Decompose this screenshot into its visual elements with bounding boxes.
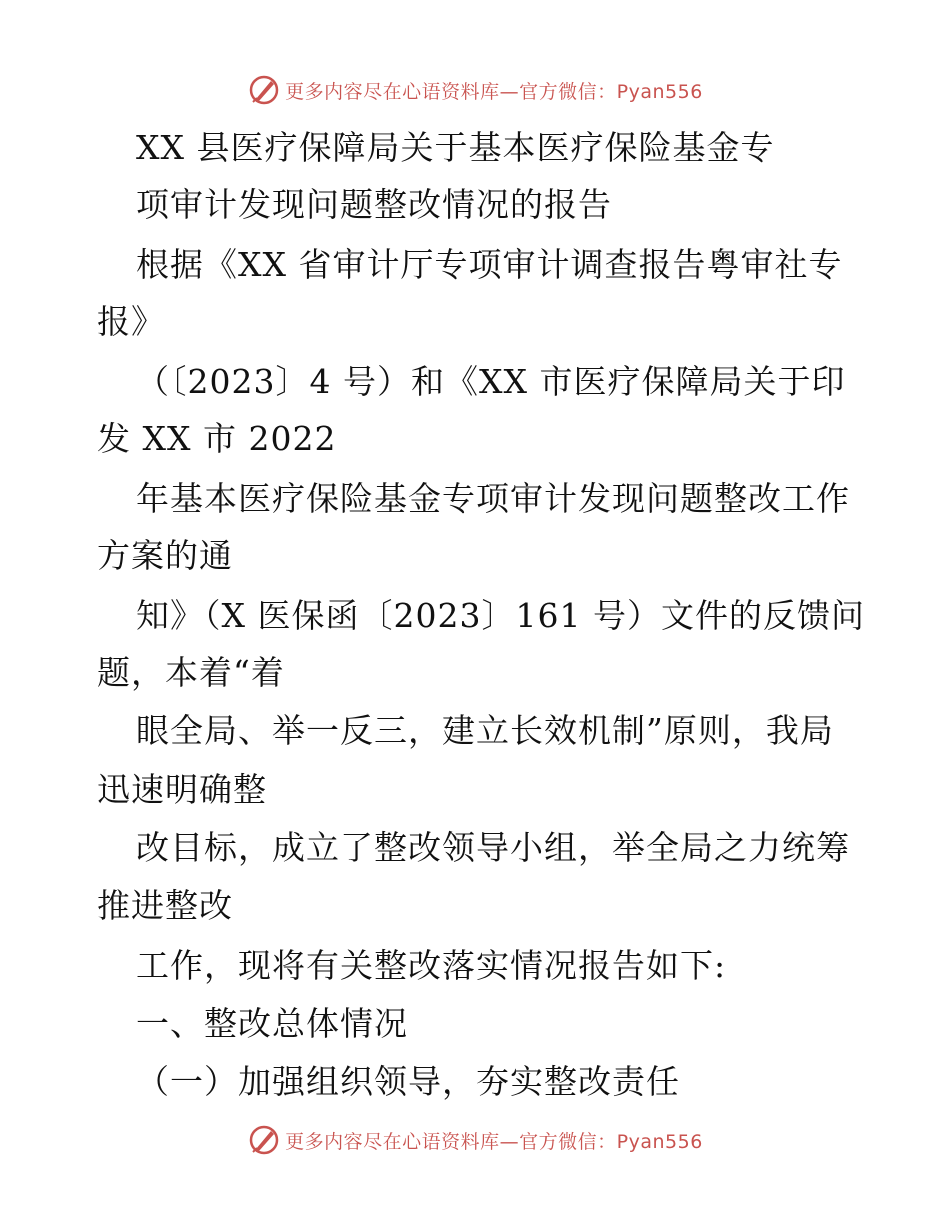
doc-paragraph-line: 报》 xyxy=(97,302,165,341)
doc-paragraph-line: 改目标，成立了整改领导小组，举全局之力统筹 xyxy=(136,828,850,867)
header-watermark-banner xyxy=(0,70,950,110)
doc-paragraph-line: 迅速明确整 xyxy=(97,770,267,809)
doc-paragraph-line: 年基本医疗保险基金专项审计发现问题整改工作 xyxy=(136,479,850,518)
quill-pen-logo-icon xyxy=(247,73,281,107)
doc-section-heading: 一、整改总体情况 xyxy=(136,1004,408,1043)
doc-paragraph-line: 根据《XX 省审计厅专项审计调查报告粤审社专 xyxy=(136,245,843,284)
doc-subsection-heading: （一）加强组织领导，夯实整改责任 xyxy=(136,1062,680,1101)
header-watermark-text: 更多内容尽在心语资料库—官方微信：Pyan556 xyxy=(285,80,703,103)
doc-paragraph-line: 工作，现将有关整改落实情况报告如下: xyxy=(136,946,727,985)
footer-watermark-banner xyxy=(0,1120,950,1160)
quill-pen-logo-icon xyxy=(247,1123,281,1157)
doc-paragraph-line: 知》（X 医保函〔2023〕161 号）文件的反馈问 xyxy=(136,596,865,635)
doc-paragraph-line: 眼全局、举一反三，建立长效机制”原则，我局 xyxy=(136,711,834,750)
doc-paragraph-line: 推进整改 xyxy=(97,886,233,925)
doc-paragraph-line: 题，本着“着 xyxy=(97,653,285,692)
doc-paragraph-line: 方案的通 xyxy=(97,536,233,575)
doc-paragraph-line: 发 XX 市 2022 xyxy=(97,419,337,458)
footer-watermark-text: 更多内容尽在心语资料库—官方微信：Pyan556 xyxy=(285,1130,703,1153)
doc-title-line-1: XX 县医疗保障局关于基本医疗保险基金专 xyxy=(136,128,775,167)
doc-title-line-2: 项审计发现问题整改情况的报告 xyxy=(136,185,612,224)
doc-paragraph-line: （〔2023〕4 号）和《XX 市医疗保障局关于印 xyxy=(136,362,846,401)
